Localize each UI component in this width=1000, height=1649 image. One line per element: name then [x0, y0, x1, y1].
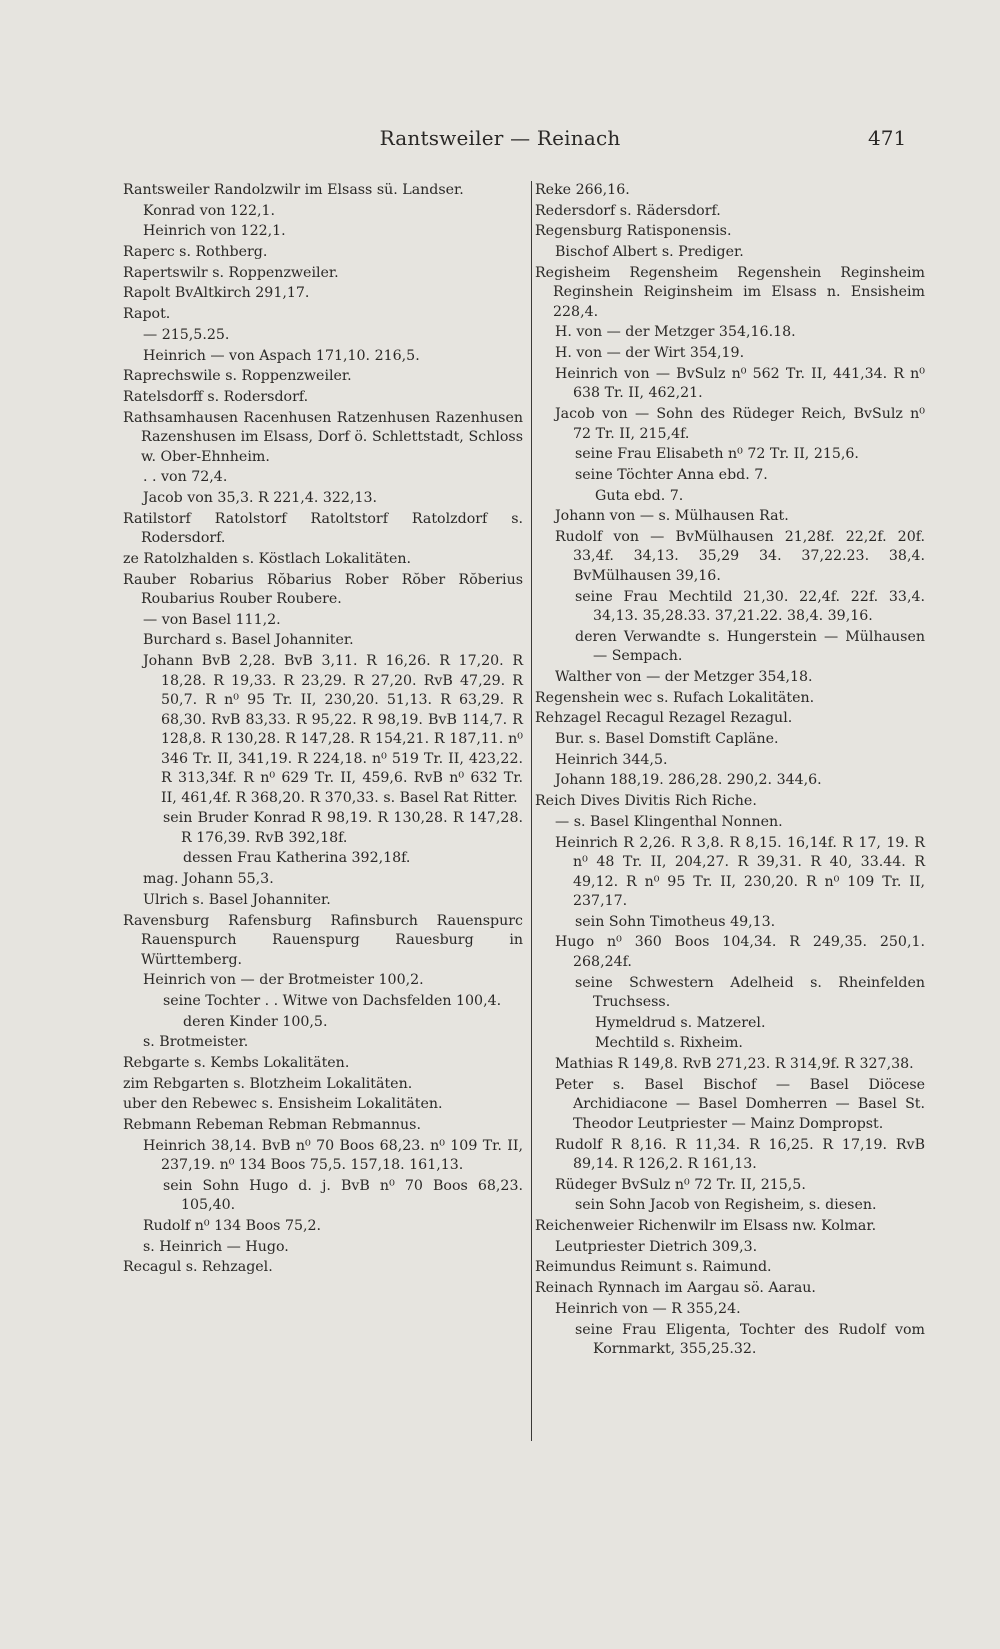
index-entry: uber den Rebewec s. Ensisheim Lokalitäten. — [123, 1096, 443, 1113]
index-entry: ze Ratolzhalden s. Köstlach Lokalitäten. — [123, 550, 411, 567]
index-subentry: H. von — der Wirt 354,19. — [555, 345, 745, 362]
index-subentry: Heinrich 344,5. — [555, 751, 668, 768]
index-subentry: Heinrich von — BvSulz n⁰ 562 Tr. II, 441,34. R n⁰ 638 Tr. II, 462,21. — [555, 365, 925, 402]
index-subentry: Mathias R 149,8. RvB 271,23. R 314,9f. R 327,38. — [555, 1056, 914, 1073]
index-subentry: Heinrich 38,14. BvB n⁰ 70 Boos 68,23. n⁰ 109 Tr. II, 237,19. n⁰ 134 Boos 75,5. 157,18. 161,13. — [143, 1137, 523, 1174]
index-subentry: Bur. s. Basel Domstift Capläne. — [555, 731, 779, 748]
index-subentry: deren Kinder 100,5. — [183, 1013, 328, 1030]
index-subentry: Heinrich — von Aspach 171,10. 216,5. — [143, 347, 420, 364]
index-subentry: Heinrich von 122,1. — [143, 223, 286, 240]
index-entry: Reke 266,16. — [535, 182, 630, 198]
index-subentry: seine Schwestern Adelheid s. Rheinfelden Truchsess. — [575, 974, 925, 1011]
index-subentry: Jacob von — Sohn des Rüdeger Reich, BvSulz n⁰ 72 Tr. II, 215,4f. — [555, 406, 925, 442]
index-subentry: sein Sohn Hugo d. j. BvB n⁰ 70 Boos 68,23. 105,40. — [163, 1177, 523, 1214]
right-column — [535, 181, 925, 1361]
index-entry: Raprechswile s. Roppenzweiler. — [123, 368, 352, 385]
index-subentry: . . von 72,4. — [143, 469, 228, 486]
index-entry: Regisheim Regensheim Regenshein Reginsheim Reginshein Reiginsheim im Elsass n. Ensisheim 228,4. — [535, 264, 925, 320]
running-header-title: Rantsweiler — Reinach — [379, 126, 621, 150]
index-subentry: Heinrich von — R 355,24. — [555, 1300, 741, 1317]
index-entry: Rantsweiler Randolzwilr im Elsass sü. Landser. — [123, 182, 464, 198]
index-subentry: seine Frau Mechtild 21,30. 22,4f. 22f. 33,4. 34,13. 35,28.33. 37,21.22. 38,4. 39,16. — [575, 588, 925, 625]
index-subentry: Rudolf R 8,16. R 11,34. R 16,25. R 17,19. RvB 89,14. R 126,2. R 161,13. — [555, 1136, 925, 1172]
index-entry: Redersdorf s. Rädersdorf. — [535, 202, 721, 219]
index-subentry: — s. Basel Klingenthal Nonnen. — [555, 813, 783, 830]
index-subentry: Jacob von 35,3. R 221,4. 322,13. — [143, 489, 378, 506]
index-entry: Rapolt BvAltkirch 291,17. — [123, 285, 310, 302]
index-subentry: sein Sohn Timotheus 49,13. — [575, 913, 776, 930]
index-subentry: deren Verwandte s. Hungerstein — Mülhausen — Sempach. — [575, 628, 925, 665]
index-entry: Recagul s. Rehzagel. — [123, 1259, 273, 1276]
index-subentry: Rudolf n⁰ 134 Boos 75,2. — [143, 1218, 322, 1235]
index-subentry: seine Frau Eligenta, Tochter des Rudolf vom Kornmarkt, 355,25.32. — [575, 1321, 925, 1357]
index-entry: Rauber Robarius Rŏbarius Rober Rŏber Rŏberius Roubarius Rouber Roubere. — [123, 571, 523, 607]
index-entry: Reichenweier Richenwilr im Elsass nw. Kolmar. — [535, 1218, 877, 1235]
index-subentry: seine Frau Elisabeth n⁰ 72 Tr. II, 215,6. — [575, 446, 859, 463]
index-subentry: seine Töchter Anna ebd. 7. — [575, 466, 768, 483]
index-entry: Rapot. — [123, 306, 171, 323]
index-entry: Regensburg Ratisponensis. — [535, 223, 732, 240]
index-entry: Ratelsdorff s. Rodersdorf. — [123, 388, 309, 405]
index-entry: Raperc s. Rothberg. — [123, 244, 268, 261]
index-entry: Reimundus Reimunt s. Raimund. — [535, 1259, 772, 1276]
index-subentry: Hugo n⁰ 360 Boos 104,34. R 249,35. 250,1. 268,24f. — [555, 934, 925, 970]
index-subentry: Ulrich s. Basel Johanniter. — [143, 891, 331, 908]
index-subentry: seine Tochter . . Witwe von Dachsfelden 100,4. — [163, 992, 502, 1009]
index-subentry: Johann BvB 2,28. BvB 3,11. R 16,26. R 17,20. R 18,28. R 19,33. R 23,29. R 27,20. RvB 47,29. R 50,7. R n⁰ 95 Tr. II, 230,20. 51,13. R 63,29. R 68,30. RvB 83,33. R 95,22. R 98,19. BvB 114,7. R 128,8. R 130,28. R 147,28. R 154,21. R 187,11. n⁰ 346 Tr. II, 341,19. R 224,18. n⁰ 519 Tr. II, 423,22. R 313,34f. R n⁰ 629 Tr. II, 459,6. RvB n⁰ 632 Tr. II, 461,4f. R 368,20. R 370,33. s. Basel Rat Ritter. — [143, 653, 523, 806]
index-entry: Rathsamhausen Racenhusen Ratzenhusen Razenhusen Razenshusen im Elsass, Dorf ö. Schlettstadt, Schloss w. Ober-Ehnheim. — [123, 409, 523, 465]
index-subentry: Walther von — der Metzger 354,18. — [555, 669, 813, 685]
index-entry: Ravensburg Rafensburg Rafinsburch Rauenspurc Rauenspurch Rauenspurg Rauesburg in Württemberg. — [123, 912, 523, 968]
index-subentry: — von Basel 111,2. — [143, 611, 281, 628]
index-entry: Rebmann Rebeman Rebman Rebmannus. — [123, 1117, 421, 1133]
index-entry: Rapertswilr s. Roppenzweiler. — [123, 264, 339, 281]
index-subentry: Peter s. Basel Bischof — Basel Diöcese Archidiacone — Basel Domherren — Basel St. Theodor Leutpriester — Mainz Dompropst. — [555, 1076, 925, 1132]
index-entry: Reinach Rynnach im Aargau sö. Aarau. — [535, 1280, 816, 1297]
index-subentry: Rüdeger BvSulz n⁰ 72 Tr. II, 215,5. — [555, 1176, 806, 1193]
index-subentry: Johann 188,19. 286,28. 290,2. 344,6. — [555, 772, 822, 789]
index-subentry: sein Bruder Konrad R 98,19. R 130,28. R 147,28. R 176,39. RvB 392,18f. — [163, 810, 523, 846]
index-subentry: H. von — der Metzger 354,16.18. — [555, 324, 796, 341]
index-entry: Ratilstorf Ratolstorf Ratoltstorf Ratolzdorf s. Rodersdorf. — [123, 510, 523, 547]
index-subentry: s. Heinrich — Hugo. — [143, 1238, 289, 1255]
left-column — [123, 181, 523, 1279]
index-entry: Reich Dives Divitis Rich Riche. — [535, 793, 757, 810]
index-entry: Rebgarte s. Kembs Lokalitäten. — [123, 1054, 350, 1071]
index-subentry: Johann von — s. Mülhausen Rat. — [555, 508, 789, 525]
index-subentry: s. Brotmeister. — [143, 1034, 249, 1051]
index-subentry: Konrad von 122,1. — [143, 202, 276, 219]
index-entry: zim Rebgarten s. Blotzheim Lokalitäten. — [123, 1075, 413, 1092]
index-subentry: Heinrich von — der Brotmeister 100,2. — [143, 972, 424, 989]
column-divider — [531, 181, 532, 1441]
index-subentry: sein Sohn Jacob von Regisheim, s. diesen. — [575, 1197, 877, 1214]
index-entry: Regenshein wec s. Rufach Lokalitäten. — [535, 689, 815, 706]
index-subentry: Guta ebd. 7. — [595, 487, 684, 504]
index-subentry: Bischof Albert s. Prediger. — [555, 244, 744, 261]
index-subentry: Mechtild s. Rixheim. — [595, 1035, 743, 1052]
index-subentry: Burchard s. Basel Johanniter. — [143, 632, 354, 649]
index-subentry: Rudolf von — BvMülhausen 21,28f. 22,2f. 20f. 33,4f. 34,13. 35,29 34. 37,22.23. 38,4. BvMülhausen 39,16. — [555, 528, 925, 584]
index-subentry: dessen Frau Katherina 392,18f. — [183, 850, 411, 867]
page-number: 471 — [868, 126, 907, 150]
index-subentry: Leutpriester Dietrich 309,3. — [555, 1238, 758, 1255]
index-subentry: Hymeldrud s. Matzerel. — [595, 1014, 766, 1031]
index-subentry: — 215,5.25. — [143, 326, 230, 343]
index-entry: Rehzagel Recagul Rezagel Rezagul. — [535, 710, 793, 727]
index-subentry: Heinrich R 2,26. R 3,8. R 8,15. 16,14f. R 17, 19. R n⁰ 48 Tr. II, 204,27. R 39,31. R 40, 33.44. R 49,12. R n⁰ 95 Tr. II, 230,20. R n⁰ 109 Tr. II, 237,17. — [555, 834, 925, 909]
index-subentry: mag. Johann 55,3. — [143, 871, 274, 888]
